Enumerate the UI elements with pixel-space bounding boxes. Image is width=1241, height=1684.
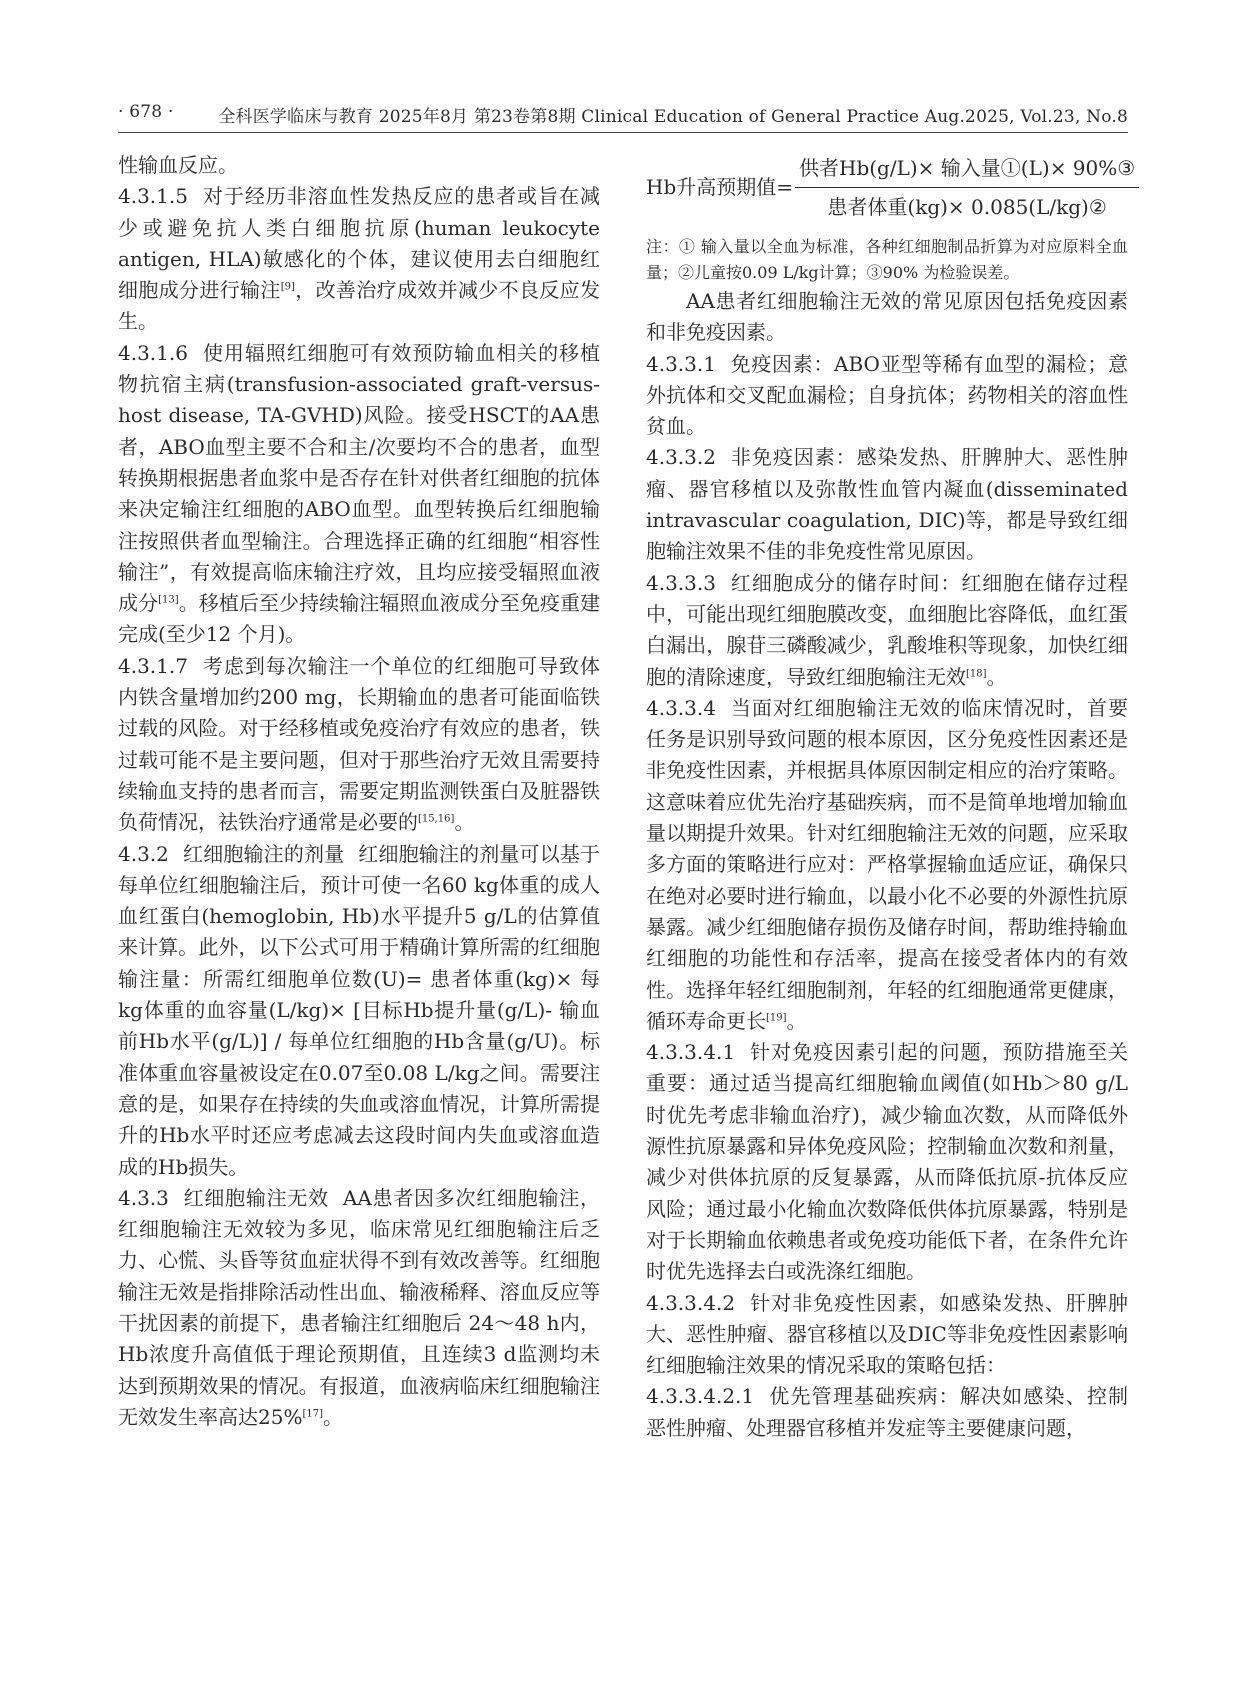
section-4-3-1-6: 4.3.1.6 使用辐照红细胞可有效预防输血相关的移植物抗宿主病(transfusion-associated graft-versus-host disease, TA-GVHD)风险。接受HSCT的AA患者，ABO血型主要不合和主/次要均不合的患者，血型转换期根据患者血浆中是否存在针对供者红细胞的抗体来决定输注红细胞的ABO血型。血型转换后红细胞输注按照供者血型输注。合理选择正确的红细胞“相容性输注”，有效提高临床输注疗效，且均应接受辐照血液成分[13]。移植后至少持续输注辐照血液成分至免疫重建完成(至少12 个月)。 [118, 340, 601, 647]
section-number: 4.3.3.4.2.1 [646, 1384, 755, 1409]
page-number: · 678 · [118, 102, 174, 122]
section-number: 4.3.3.2 [646, 445, 716, 470]
citation: [19] [766, 1012, 787, 1024]
section-4-3-3-4: 4.3.3.4 当面对红细胞输注无效的临床情况时，首要任务是识别导致问题的根本原因，区分免疫性因素还是非免疫性因素，并根据具体原因制定相应的治疗策略。这意味着应优先治疗基础疾病，而不是简单地增加输血量以期提升效果。针对红细胞输注无效的问题，应采取多方面的策略进行应对：严格掌握输血适应证，确保只在绝对必要时进行输血，以最小化不必要的外源性抗原暴露。减少红细胞储存损伤及储存时间，帮助维持输血红细胞的功能性和存活率，提高在接受者体内的有效性。选择年轻红细胞制剂，年轻的红细胞通常更健康，循环寿命更长[19]。 [646, 695, 1128, 1033]
section-title: 红细胞输注的剂量 [182, 841, 345, 866]
section-4-3-3: 4.3.3 红细胞输注无效 AA患者因多次红细胞输注，红细胞输注无效较为多见，临床常见红细胞输注后乏力、心慌、头昏等贫血症状得不到有效改善等。红细胞输注无效是指排除活动性出血、输液稀释、溶血反应等干扰因素的前提下，患者输注红细胞后 24～48 h内，Hb浓度升高值低于理论预期值，且连续3 d监测均未达到预期效果的情况。有报道，血液病临床红细胞输注无效发生率高达25%[17]。 [118, 1185, 601, 1429]
formula-fraction [795, 153, 1139, 223]
formula-denominator: 患者体重(kg)× 0.085(L/kg)② [827, 194, 1107, 219]
running-header [118, 102, 1128, 142]
section-number: 4.3.2 [118, 841, 169, 866]
section-number: 4.3.1.5 [118, 184, 188, 209]
left-column [118, 150, 600, 1433]
section-title: 红细胞输注无效 [182, 1185, 329, 1210]
citation: [9] [280, 281, 295, 293]
paragraph: 性输血反应。 [118, 153, 238, 177]
section-4-3-3-3: 4.3.3.3 红细胞成分的储存时间：红细胞在储存过程中，可能出现红细胞膜改变，血细胞比容降低，血红蛋白漏出，腺苷三磷酸减少，乳酸堆积等现象，加快红细胞的清除速度，导致红细胞输注无效[18]。 [646, 570, 1128, 689]
citation: [13] [158, 594, 179, 606]
right-column [646, 150, 1136, 1444]
section-number: 4.3.3.4.1 [646, 1040, 736, 1065]
section-4-3-3-2: 4.3.3.2 非免疫因素：感染发热、肝脾肿大、恶性肿瘤、器官移植以及弥散性血管内凝血(disseminated intravascular coagulation, DIC)等，都是导致红细胞输注效果不佳的非免疫性常见原因。 [646, 445, 1128, 564]
section-4-3-3-4-2-1: 4.3.3.4.2.1 优先管理基础疾病：解决如感染、控制恶性肿瘤、处理器官移植并发症等主要健康问题， [646, 1384, 1128, 1440]
section-number: 4.3.1.6 [118, 340, 188, 365]
paragraph: AA患者红细胞输注无效的常见原因包括免疫因素和非免疫因素。 [646, 289, 1128, 345]
section-number: 4.3.3.4 [646, 695, 716, 720]
formula [646, 150, 1136, 226]
citation: [17] [302, 1408, 323, 1420]
section-4-3-1-7: 4.3.1.7 考虑到每次输注一个单位的红细胞可导致体内铁含量增加约200 mg，长期输血的患者可能面临铁过载的风险。对于经移植或免疫治疗有效应的患者，铁过载可能不是主要问题，但对于那些治疗无效且需要持续输血支持的患者而言，需要定期监测铁蛋白及脏器铁负荷情况，祛铁治疗通常是必要的[15,16]。 [118, 653, 600, 835]
citation: [18] [966, 667, 987, 679]
section-number: 4.3.1.7 [118, 653, 188, 678]
section-4-3-3-4-1: 4.3.3.4.1 针对免疫因素引起的问题，预防措施至关重要：通过适当提高红细胞输血阈值(如Hb＞80 g/L时优先考虑非输血治疗)，减少输血次数，从而降低外源性抗原暴露和异体免疫风险；控制输血次数和剂量，减少对供体抗原的反复暴露，从而降低抗原-抗体反应风险；通过最小化输血次数降低供体抗原暴露，特别是对于长期输血依赖患者或免疫功能低下者，在条件允许时优先选择去白或洗涤红细胞。 [646, 1040, 1128, 1284]
formula-lhs: Hb升高预期值= [646, 175, 794, 200]
section-4-3-2: 4.3.2 红细胞输注的剂量 红细胞输注的剂量可以基于每单位红细胞输注后，预计可使一名60 kg体重的成人血红蛋白(hemoglobin, Hb)水平提升5 g/L的估算值来计算。此外，以下公式可用于精确计算所需的红细胞输注量：所需红细胞单位数(U)= 患者体重(kg)× 每kg体重的血容量(L/kg)× [目标Hb提升量(g/L)- 输血前Hb水平(g/L)] / 每单位红细胞的Hb含量(g/U)。标准体重血容量被设定在0.07至0.08 L/kg之间。需要注意的是，如果存在持续的失血或溶血情况，计算所需提升的Hb水平时还应考虑减去这段时间内失血或溶血造成的Hb损失。 [118, 841, 601, 1179]
formula-note: 注：① 输入量以全血为标准，各种红细胞制品折算为对应原料全血量；②儿童按0.09 L/kg计算；③90% 为检验误差。 [646, 237, 1128, 282]
journal-info: 全科医学临床与教育 2025年8月 第23卷第8期 Clinical Education of General Practice Aug.2025, Vol.23, No.8 [218, 107, 1128, 127]
formula-numerator: 供者Hb(g/L)× 输入量①(L)× 90%③ [795, 153, 1139, 187]
section-number: 4.3.3.4.2 [646, 1290, 736, 1315]
section-number: 4.3.3.1 [646, 351, 716, 376]
section-4-3-3-4-2: 4.3.3.4.2 针对非免疫性因素，如感染发热、肝脾肿大、恶性肿瘤、器官移植以及DIC等非免疫性因素影响红细胞输注效果的情况采取的策略包括： [646, 1290, 1128, 1378]
header-rule [118, 132, 1128, 133]
section-number: 4.3.3 [118, 1185, 169, 1210]
section-4-3-1-5: 4.3.1.5 对于经历非溶血性发热反应的患者或旨在减少或避免抗人类白细胞抗原(human leukocyte antigen, HLA)敏感化的个体，建议使用去白细胞红细胞成分进行输注[9]，改善治疗成效并减少不良反应发生。 [118, 184, 601, 334]
section-4-3-3-1: 4.3.3.1 免疫因素：ABO亚型等稀有血型的漏检；意外抗体和交叉配血漏检；自身抗体；药物相关的溶血性贫血。 [646, 351, 1128, 439]
citation: [15,16] [418, 813, 455, 825]
section-number: 4.3.3.3 [646, 570, 716, 595]
